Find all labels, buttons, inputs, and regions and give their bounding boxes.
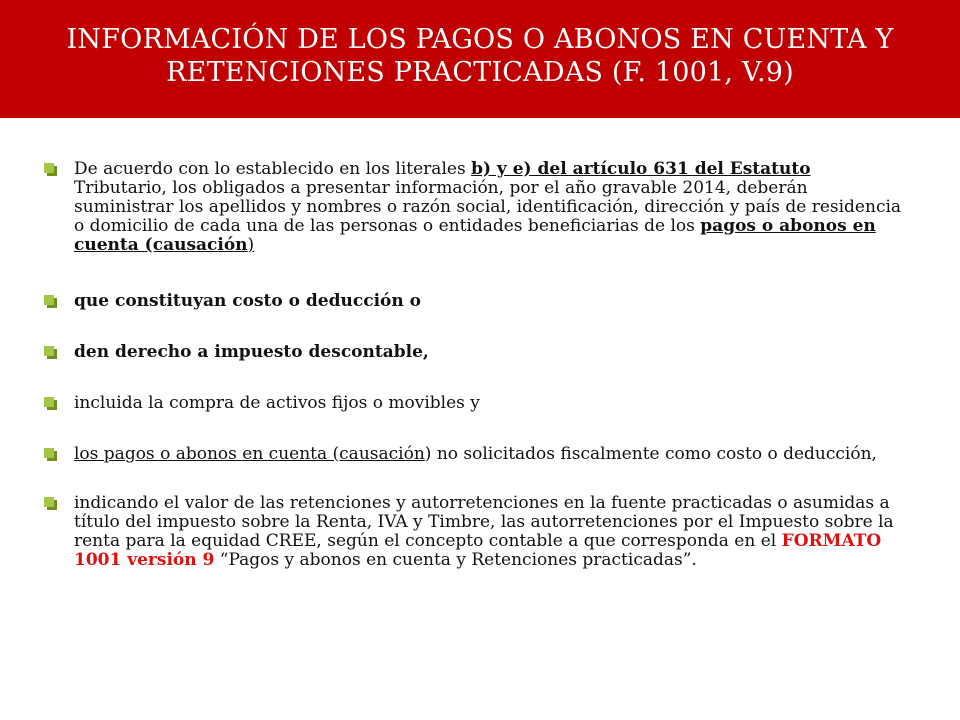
bullet-6-body: indicando el valor de las retenciones y autorretenciones en la fuente practicadas o asumidas a título del impuesto sobre la Renta, IVA y Timbre, las autorretenciones por el Impuesto sobre la renta para la equidad CREE, según el concepto contable a que corresponda en el xyxy=(74,493,894,551)
bullet-1-body: Tributario, los obligados a presentar información, por el año gravable 2014, deberán suministrar los apellidos y nombres o razón social, identificación, dirección y país de residencia o domicilio de cada una de las personas o entidades beneficiarias de los xyxy=(74,178,902,236)
slide-title-line-1: INFORMACIÓN DE LOS PAGOS O ABONOS EN CUENTA Y xyxy=(66,24,894,55)
bullet-5-causacion: los pagos o abonos en cuenta (causación xyxy=(74,444,425,464)
checkbox-square-icon xyxy=(44,163,57,176)
bullet-6-formato: FORMATO 1001 versión 9 xyxy=(74,531,882,570)
bullet-text-3: den derecho a impuesto descontable, xyxy=(74,342,429,362)
bullet-item-4 xyxy=(44,394,904,413)
bullet-item-3 xyxy=(44,343,904,362)
checkbox-square-icon xyxy=(44,397,57,410)
checkbox-square-icon xyxy=(44,295,57,308)
bullet-item-2 xyxy=(44,292,904,311)
checkbox-square-icon xyxy=(44,448,57,461)
slide-title-line-2: RETENCIONES PRACTICADAS (F. 1001, V.9) xyxy=(166,57,794,88)
checkbox-square-icon xyxy=(44,346,57,359)
bullet-item-6 xyxy=(44,494,904,570)
bullet-text-6 xyxy=(74,494,904,570)
bullet-text-1 xyxy=(74,160,904,255)
bullet-1-article-ref: b) y e) del artículo 631 del Estatuto xyxy=(471,159,811,179)
bullet-item-1 xyxy=(44,160,904,255)
bullet-1-intro: De acuerdo con lo establecido en los literales xyxy=(74,159,472,179)
checkbox-square-icon xyxy=(44,497,57,510)
bullet-item-5 xyxy=(44,445,904,464)
bullet-6-quote: “Pagos y abonos en cuenta y Retenciones practicadas”. xyxy=(214,550,697,570)
bullet-5-rest: ) no solicitados fiscalmente como costo o deducción, xyxy=(424,444,877,464)
bullet-1-causacion: pagos o abonos en cuenta (causación xyxy=(74,216,876,255)
slide-title-bar xyxy=(0,0,960,118)
bullet-text-2: que constituyan costo o deducción o xyxy=(74,291,421,311)
bullet-list xyxy=(44,160,904,570)
bullet-1-close-paren: ) xyxy=(247,235,255,255)
bullet-text-4: incluida la compra de activos fijos o movibles y xyxy=(74,393,480,413)
bullet-text-5 xyxy=(74,445,904,464)
